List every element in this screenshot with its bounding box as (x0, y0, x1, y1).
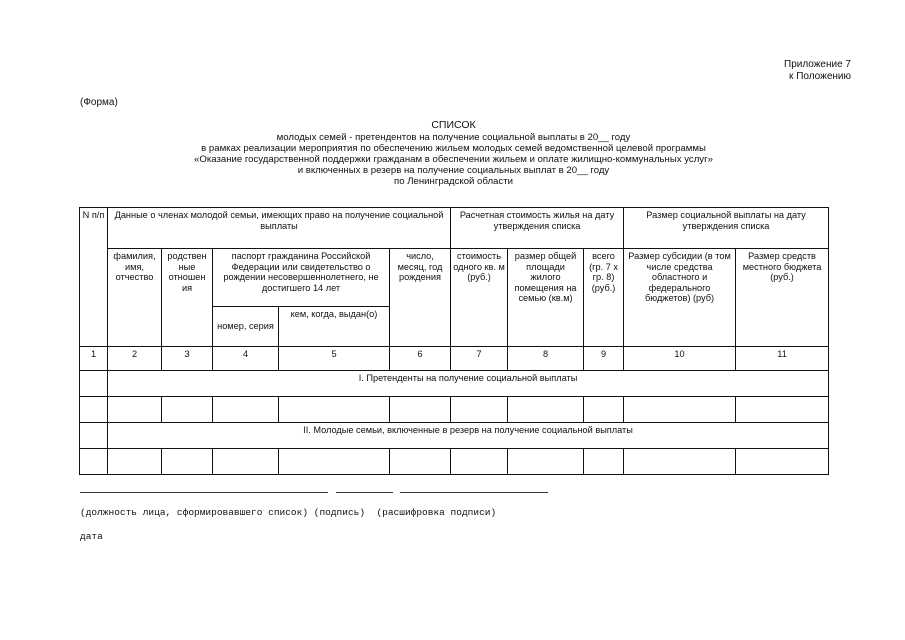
families-table (79, 207, 829, 475)
column-number: 1 (80, 347, 108, 371)
table-cell (390, 397, 451, 423)
title-list: СПИСОК (431, 119, 476, 131)
column-number: 6 (390, 347, 451, 371)
position-signature-line (80, 492, 328, 493)
header-cost-per-sqm: стоимость одного кв. м (руб.) (451, 249, 508, 347)
signature-labels: (должность лица, сформировавшего список) (подпись) (расшифровка подписи) (80, 507, 497, 518)
table-cell (508, 449, 584, 475)
header-full-name: фамилия, имя, отчество (108, 249, 162, 347)
table-cell (80, 449, 108, 475)
table-cell (736, 397, 829, 423)
table-cell (624, 397, 736, 423)
header-local-budget: Размер средств местного бюджета (руб.) (736, 249, 829, 347)
table-cell (162, 397, 213, 423)
date-label: дата (80, 531, 103, 542)
table-cell (508, 397, 584, 423)
table-cell (451, 397, 508, 423)
table-cell (213, 397, 279, 423)
column-number: 8 (508, 347, 584, 371)
column-number: 9 (584, 347, 624, 371)
table-cell (108, 397, 162, 423)
header-birth-date: число, месяц, год рождения (390, 249, 451, 347)
column-number: 4 (213, 347, 279, 371)
column-numbers-row (80, 347, 829, 371)
table-cell (390, 449, 451, 475)
title-line-1: молодых семей - претендентов на получение социальной выплаты в 20__ году (276, 132, 631, 143)
table-row (80, 449, 829, 475)
header-relation: родствен ные отношен ия (162, 249, 213, 347)
column-number: 3 (162, 347, 213, 371)
table-cell (162, 449, 213, 475)
annex-regulation: к Положению (789, 71, 851, 82)
form-label: (Форма) (80, 97, 118, 108)
table-cell (584, 397, 624, 423)
header-row-number: N п/п (80, 208, 108, 347)
section-reserve: II. Молодые семьи, включенные в резерв на получение социальной выплаты (108, 423, 829, 449)
header-living-area: размер общей площади жилого помещения на семью (кв.м) (508, 249, 584, 347)
table-cell (108, 449, 162, 475)
signature-line (336, 492, 393, 493)
column-number: 10 (624, 347, 736, 371)
header-passport: паспорт гражданина Российской Федерации или свидетельство о рождении несовершеннолетнего, не достигшего 14 лет (213, 249, 390, 307)
header-total: всего (гр. 7 х гр. 8) (руб.) (584, 249, 624, 347)
column-number: 5 (279, 347, 390, 371)
header-housing-cost: Расчетная стоимость жилья на дату утверждения списка (451, 208, 624, 249)
signature-lines (0, 492, 905, 494)
table-cell (213, 449, 279, 475)
header-issued-by: кем, когда, выдан(о) (279, 307, 390, 347)
table-cell (624, 449, 736, 475)
table-cell (584, 449, 624, 475)
title-line-4: и включенных в резерв на получение социальных выплат в 20__ году (297, 165, 610, 176)
header-family-data: Данные о членах молодой семьи, имеющих право на получение социальной выплаты (108, 208, 451, 249)
section-spacer-cell (80, 371, 108, 397)
header-payment-size: Размер социальной выплаты на дату утверждения списка (624, 208, 829, 249)
header-document-series: номер, серия (213, 307, 279, 347)
annex-reference (784, 59, 851, 83)
table-cell (80, 397, 108, 423)
column-number: 2 (108, 347, 162, 371)
title-line-2: в рамках реализации мероприятия по обеспечению жильем молодых семей ведомственной целевой программы (201, 143, 706, 154)
column-number: 7 (451, 347, 508, 371)
document-title (80, 120, 827, 187)
table-cell (279, 449, 390, 475)
annex-number: Приложение 7 (784, 59, 851, 70)
section-applicants: I. Претенденты на получение социальной выплаты (108, 371, 829, 397)
section-spacer-cell (80, 423, 108, 449)
title-line-3: «Оказание государственной поддержки гражданам в обеспечении жильем и оплате жилищно-коммунальных услуг» (194, 154, 713, 165)
title-line-5: по Ленинградской области (394, 176, 513, 187)
column-number: 11 (736, 347, 829, 371)
table-cell (279, 397, 390, 423)
name-signature-line (400, 492, 548, 493)
table-cell (451, 449, 508, 475)
table-row (80, 397, 829, 423)
table-cell (736, 449, 829, 475)
header-subsidy: Размер субсидии (в том числе средства областного и федерального бюджетов) (руб) (624, 249, 736, 347)
